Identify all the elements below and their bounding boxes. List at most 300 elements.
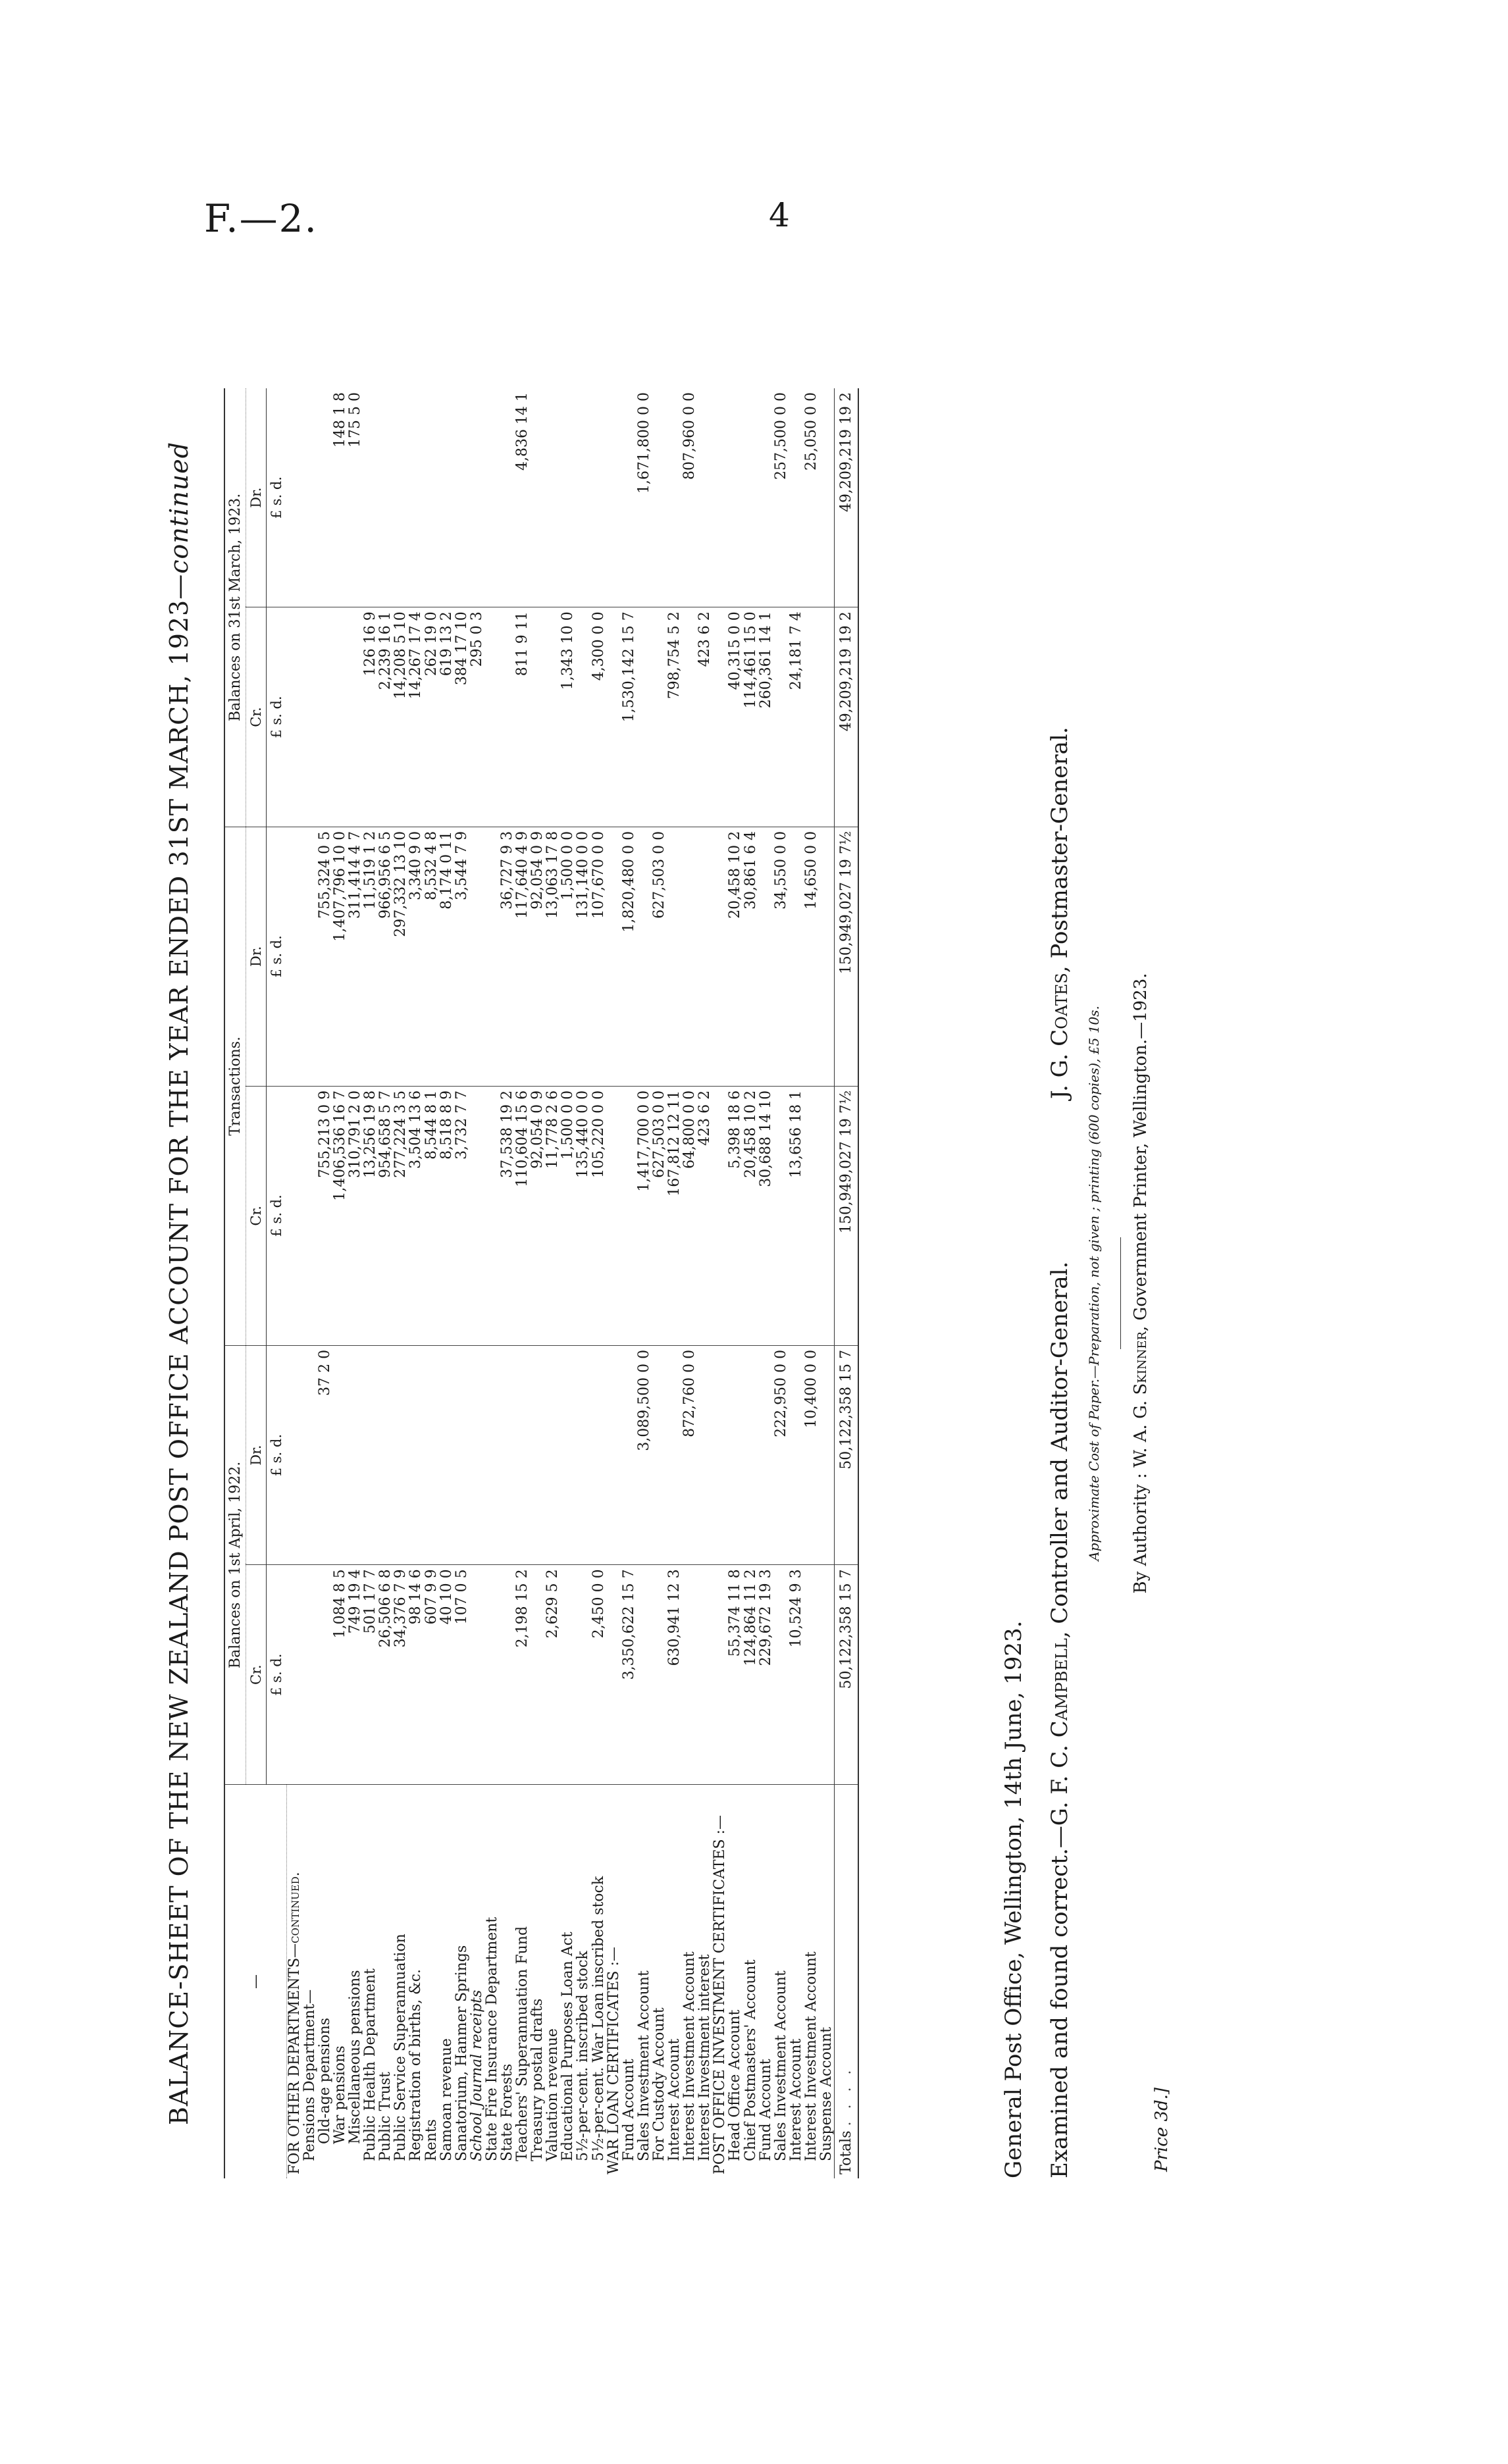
amount-cell [500,1565,515,1785]
amount-cell [621,1345,637,1565]
totals-cell: 49,209,219 19 2 [835,607,859,827]
amount-cell [712,388,727,607]
amount-cell [545,1345,560,1565]
amount-cell [743,1345,758,1565]
amount-cell [682,607,697,827]
sheet-title [165,362,194,2205]
amount-cell [743,388,758,607]
signer-name: J. G. Coates, [1047,965,1073,1099]
amount-cell: 3,544 7 9 [454,827,469,1086]
examiner-name: G. F. C. Campbell, [1047,1631,1073,1826]
row-label: Sales Investment Account [635,1970,652,2161]
amount-cell [667,388,682,607]
table-row [408,388,423,2178]
examined-line [1047,1262,1073,2178]
amount-cell [789,1345,804,1565]
amount-cell: 755,324 0 5 [317,827,332,1086]
group-header-closing: Balances on 31st March, 1923. [224,388,246,827]
amount-cell [484,1345,500,1565]
totals-cell: 50,122,358 15 7 [835,1345,859,1565]
sheet-title-text: BALANCE-SHEET OF THE NEW ZEALAND POST OFFICE ACCOUNT FOR THE YEAR ENDED 31ST MARCH, 1923 [165,599,194,2126]
place-date: General Post Office, Wellington, 14th June, 1923. [1001,1620,1027,2178]
amount-cell: 310,791 2 0 [348,1086,363,1345]
amount-cell [348,1345,363,1565]
amount-cell: 627,503 0 0 [652,827,667,1086]
col-cr-2: Cr. [246,1086,267,1345]
amount-cell: 36,727 9 3 [500,827,515,1086]
row-label: State Forests [499,2063,515,2161]
row-label: Sanatorium, Hanmer Springs [453,1945,470,2161]
amount-cell [302,1345,317,1565]
table-row [804,388,819,2178]
amount-cell [758,827,773,1086]
row-label: For Custody Account [650,2007,667,2161]
row-label: Public Trust [377,2072,394,2161]
page-code: F.—2. [204,196,318,241]
col-cr-3: Cr. [246,607,267,827]
amount-cell [302,827,317,1086]
amount-cell [697,1565,712,1785]
amount-cell [530,607,545,827]
table-row [621,388,637,2178]
amount-cell [575,607,590,827]
amount-cell [712,827,727,1086]
table-row [530,388,545,2178]
amount-cell: 25,050 0 0 [804,388,819,607]
row-label: Interest Investment interest [696,1954,714,2161]
amount-cell [652,1565,667,1785]
amount-cell [530,388,545,607]
amount-cell: 110,604 15 6 [515,1086,530,1345]
amount-cell [484,1565,500,1785]
amount-cell: 131,140 0 0 [575,827,590,1086]
col-dr-3: Dr. [246,388,267,607]
amount-cell: 3,340 9 0 [408,827,423,1086]
row-label: Head Office Account [727,2009,744,2161]
amount-cell: 1,530,142 15 7 [621,607,637,827]
amount-cell [560,388,575,607]
amount-cell [621,388,637,607]
table-row [819,388,835,2178]
amount-cell [727,388,742,607]
amount-cell: 13,063 17 8 [545,827,560,1086]
amount-cell: 92,054 0 9 [530,1086,545,1345]
amount-cell: 2,450 0 0 [591,1565,606,1785]
amount-cell: 4,836 14 1 [515,388,530,607]
table-row [302,388,317,2178]
amount-cell: 619 13 2 [439,607,454,827]
row-label: Chief Postmasters' Account [742,1959,759,2161]
amount-cell [317,1565,332,1785]
units-6: £ s. d. [267,388,287,607]
table-row [606,388,621,2178]
amount-cell: 135,440 0 0 [575,1086,590,1345]
amount-cell [819,388,835,607]
amount-cell [545,388,560,607]
totals-cell: 150,949,027 19 7½ [835,827,859,1086]
amount-cell [697,1345,712,1565]
table-row [591,388,606,2178]
page-number: 4 [769,196,790,234]
signer-title: Postmaster-General. [1047,727,1073,966]
amount-cell [500,607,515,827]
amount-cell: 3,732 7 7 [454,1086,469,1345]
amount-cell: 24,181 7 4 [789,607,804,827]
amount-cell [804,607,819,827]
amount-cell [637,1565,652,1785]
amount-cell: 872,760 0 0 [682,1345,697,1565]
amount-cell: 5,398 18 6 [727,1086,742,1345]
amount-cell: 229,672 19 3 [758,1565,773,1785]
amount-cell [408,1345,423,1565]
amount-cell [439,1345,454,1565]
amount-cell [682,827,697,1086]
table-row [393,388,408,2178]
amount-cell [819,1345,835,1565]
table-row [560,388,575,2178]
row-label: Pensions Department— [301,1989,318,2161]
amount-cell: 40 10 0 [439,1565,454,1785]
amount-cell [637,827,652,1086]
units-5: £ s. d. [267,607,287,827]
amount-cell [637,607,652,827]
amount-cell [378,388,393,607]
amount-cell: 1,500 0 0 [560,827,575,1086]
amount-cell [469,1565,484,1785]
table-row [378,388,393,2178]
amount-cell: 3,504 13 6 [408,1086,423,1345]
row-label: FOR OTHER DEPARTMENTS—continued. [286,1872,303,2174]
units-4: £ s. d. [267,827,287,1086]
amount-cell: 423 6 2 [697,607,712,827]
amount-cell: 105,220 0 0 [591,1086,606,1345]
table-row [515,388,530,2178]
row-label: School Journal receipts [468,1989,485,2161]
amount-cell: 8,532 4 8 [424,827,439,1086]
amount-cell: 260,361 14 1 [758,607,773,827]
col-cr-1: Cr. [246,1565,267,1785]
amount-cell: 423 6 2 [697,1086,712,1345]
table-row [439,388,454,2178]
row-label: Miscellaneous pensions [347,1970,364,2144]
amount-cell: 807,960 0 0 [682,388,697,607]
amount-cell [408,388,423,607]
totals-cell: 50,122,358 15 7 [835,1565,859,1785]
table-row [743,388,758,2178]
table-row [363,388,378,2178]
row-label: Fund Account [757,2059,774,2161]
table-row [727,388,742,2178]
amount-cell: 1,343 10 0 [560,607,575,827]
amount-cell: 40,315 0 0 [727,607,742,827]
table-row [348,388,363,2178]
amount-cell [302,607,317,827]
row-label: Samoan revenue [438,2038,455,2161]
row-label: State Fire Insurance Department [483,1916,500,2161]
amount-cell [363,1345,378,1565]
amount-cell [682,1565,697,1785]
amount-cell: 311,414 4 7 [348,827,363,1086]
amount-cell: 126 16 9 [363,607,378,827]
row-label: Public Health Department [362,1968,379,2161]
label-column-header: — [224,1785,286,2179]
amount-cell [789,827,804,1086]
table-row [667,388,682,2178]
col-dr-1: Dr. [246,1345,267,1565]
amount-cell: 8,518 8 9 [439,1086,454,1345]
table-row [332,388,348,2178]
row-label: Suspense Account [818,2026,835,2161]
amount-cell [484,388,500,607]
amount-cell: 3,089,500 0 0 [637,1345,652,1565]
amount-cell: 30,688 14 10 [758,1086,773,1345]
amount-cell [819,827,835,1086]
amount-cell [469,827,484,1086]
amount-cell: 11,519 1 2 [363,827,378,1086]
table-row [317,388,332,2178]
amount-cell [424,1345,439,1565]
amount-cell [606,1565,621,1785]
amount-cell: 297,332 13 10 [393,827,408,1086]
amount-cell: 607 9 9 [424,1565,439,1785]
group-header-opening: Balances on 1st April, 1922. [224,1345,246,1784]
amount-cell [789,388,804,607]
row-label: Interest Account [666,2038,683,2161]
amount-cell [667,1345,682,1565]
examined-prefix: Examined and found correct.— [1047,1826,1073,2178]
amount-cell: 1,406,536 16 7 [332,1086,348,1345]
amount-cell [804,1565,819,1785]
amount-cell: 26,506 6 8 [378,1565,393,1785]
row-label: Old-age pensions [316,2017,333,2144]
amount-cell: 2,198 15 2 [515,1565,530,1785]
totals-cell: 150,949,027 19 7½ [835,1086,859,1345]
amount-cell: 1,671,800 0 0 [637,388,652,607]
amount-cell: 257,500 0 0 [773,388,789,607]
amount-cell: 262 19 0 [424,607,439,827]
amount-cell [606,1086,621,1345]
amount-cell [286,388,302,607]
totals-label: Totals . . . . [835,1785,859,2179]
amount-cell: 501 17 7 [363,1565,378,1785]
row-label: POST OFFICE INVESTMENT CERTIFICATES :— [712,1815,729,2174]
amount-cell [773,1086,789,1345]
amount-cell [500,1345,515,1565]
amount-cell: 34,376 7 9 [393,1565,408,1785]
amount-cell [773,607,789,827]
amount-cell: 124,864 11 2 [743,1565,758,1785]
sheet-title-suffix: —continued [165,441,194,600]
amount-cell: 98 14 6 [408,1565,423,1785]
amount-cell [804,1086,819,1345]
row-label: Registration of births, &c. [407,1969,425,2161]
amount-cell: 37,538 19 2 [500,1086,515,1345]
amount-cell [575,388,590,607]
authority-line [1131,362,1151,2205]
amount-cell: 10,400 0 0 [804,1345,819,1565]
units-1: £ s. d. [267,1565,287,1785]
signer-line [1047,727,1073,1099]
amount-cell [454,388,469,607]
amount-cell: 55,374 11 8 [727,1565,742,1785]
amount-cell: 34,550 0 0 [773,827,789,1086]
amount-cell: 13,256 19 8 [363,1086,378,1345]
amount-cell [652,607,667,827]
amount-cell: 3,350,622 15 7 [621,1565,637,1785]
approximate-cost: Approximate Cost of Paper.—Preparation, not given ; printing (600 copies), £5 10s. [1086,1006,1102,1561]
amount-cell [819,607,835,827]
table-row [712,388,727,2178]
amount-cell [575,1565,590,1785]
amount-cell: 64,800 0 0 [682,1086,697,1345]
table-row [758,388,773,2178]
row-label: Teachers' Superannuation Fund [514,1926,531,2161]
row-label: Fund Account [620,2059,637,2161]
amount-cell: 14,208 5 10 [393,607,408,827]
row-label: Interest Investment Account [681,1951,698,2161]
amount-cell [652,1345,667,1565]
authority-prefix: By Authority : [1131,1467,1151,1594]
amount-cell: 749 19 4 [348,1565,363,1785]
amount-cell [515,1345,530,1565]
units-3: £ s. d. [267,1086,287,1345]
price: Price 3d.] [1152,2087,1172,2172]
amount-cell: 8,174 0 11 [439,827,454,1086]
amount-cell [758,1345,773,1565]
amount-cell [302,1086,317,1345]
amount-cell [348,607,363,827]
amount-cell [545,607,560,827]
amount-cell: 13,656 18 1 [789,1086,804,1345]
table-row [545,388,560,2178]
totals-cell: 49,209,219 19 2 [835,388,859,607]
row-label: Valuation revenue [544,2028,561,2161]
amount-cell: 117,640 4 9 [515,827,530,1086]
amount-cell [484,827,500,1086]
amount-cell: 954,658 5 7 [378,1086,393,1345]
amount-cell: 384 17 10 [454,607,469,827]
amount-cell [819,1086,835,1345]
amount-cell [393,1345,408,1565]
amount-cell [439,388,454,607]
table-row [637,388,652,2178]
group-header-transactions: Transactions. [224,827,246,1345]
amount-cell [727,1345,742,1565]
amount-cell: 148 1 8 [332,388,348,607]
amount-cell [454,1345,469,1565]
amount-cell [560,1345,575,1565]
amount-cell [286,1345,302,1565]
col-dr-2: Dr. [246,827,267,1086]
amount-cell [560,1565,575,1785]
amount-cell [712,607,727,827]
row-label: Rents [423,2119,440,2161]
amount-cell: 1,084 8 5 [332,1565,348,1785]
amount-cell [712,1565,727,1785]
amount-cell: 1,820,480 0 0 [621,827,637,1086]
amount-cell [484,1086,500,1345]
amount-cell [393,388,408,607]
amount-cell: 295 0 3 [469,607,484,827]
amount-cell [469,1345,484,1565]
totals-row [835,388,859,2178]
amount-cell [530,1345,545,1565]
amount-cell: 811 9 11 [515,607,530,827]
examiner-title: Controller and Auditor-General. [1047,1261,1073,1631]
amount-cell [484,607,500,827]
amount-cell: 30,861 6 4 [743,827,758,1086]
row-label: Public Service Superannuation [392,1934,409,2161]
table-row [575,388,590,2178]
amount-cell: 107,670 0 0 [591,827,606,1086]
amount-cell [712,1086,727,1345]
amount-cell [469,1086,484,1345]
amount-cell [286,1565,302,1785]
row-label: Treasury postal drafts [529,1998,546,2161]
row-label: 5½-per-cent. War Loan inscribed stock [590,1876,607,2161]
table-row [773,388,789,2178]
row-label: WAR LOAN CERTIFICATES :— [605,1947,622,2174]
amount-cell [286,607,302,827]
amount-cell: 277,224 3 5 [393,1086,408,1345]
amount-cell: 2,629 5 2 [545,1565,560,1785]
amount-cell: 222,950 0 0 [773,1345,789,1565]
table-row [682,388,697,2178]
amount-cell: 20,458 10 2 [727,827,742,1086]
amount-cell: 10,524 9 3 [789,1565,804,1785]
amount-cell [378,1345,393,1565]
amount-cell [286,1086,302,1345]
table-body [286,388,834,2178]
amount-cell: 107 0 5 [454,1565,469,1785]
table-row [697,388,712,2178]
amount-cell [591,388,606,607]
amount-cell: 966,956 6 5 [378,827,393,1086]
amount-cell [317,607,332,827]
amount-cell [606,607,621,827]
amount-cell [697,388,712,607]
amount-cell [500,388,515,607]
table-row [652,388,667,2178]
amount-cell: 114,461 15 0 [743,607,758,827]
amount-cell: 2,239 16 1 [378,607,393,827]
amount-cell [424,388,439,607]
table-row [424,388,439,2178]
amount-cell [758,388,773,607]
amount-cell: 92,054 0 9 [530,827,545,1086]
amount-cell [317,388,332,607]
table-row [286,388,302,2178]
amount-cell [530,1565,545,1785]
row-label: War pensions [331,2045,348,2144]
amount-cell: 175 5 0 [348,388,363,607]
amount-cell: 20,458 10 2 [743,1086,758,1345]
amount-cell: 4,300 0 0 [591,607,606,827]
row-label: Sales Investment Account [772,1970,789,2161]
amount-cell: 37 2 0 [317,1345,332,1565]
amount-cell [773,1565,789,1785]
amount-cell [819,1565,835,1785]
amount-cell [302,388,317,607]
amount-cell: 14,650 0 0 [804,827,819,1086]
amount-cell: 627,503 0 0 [652,1086,667,1345]
divider-rule [1120,1237,1121,1349]
amount-cell [332,607,348,827]
row-label: Interest Account [787,2038,804,2161]
amount-cell: 8,544 8 1 [424,1086,439,1345]
balance-table [224,388,859,2178]
amount-cell: 11,778 2 6 [545,1086,560,1345]
